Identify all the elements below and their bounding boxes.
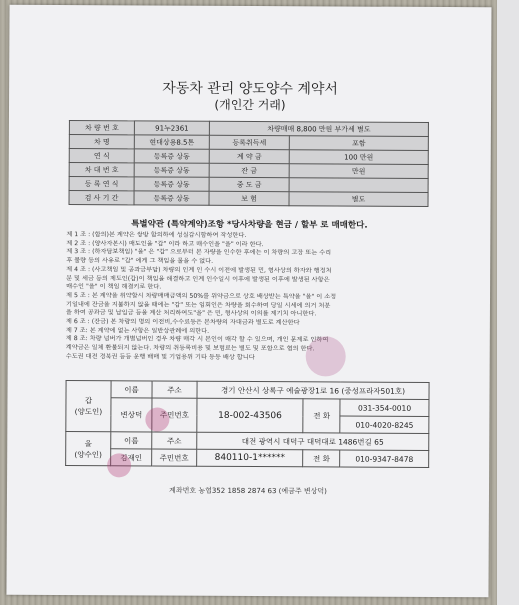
clause-line: 제 2 조 : (양사자본시) 매도인을 "갑" 이라 하고 매수인을 "을" 이라 한다. <box>66 239 264 248</box>
clause-line: 제 3 조 : (하자담보책임) "을" 은 "갑" 으로부터 본 자량을 인수한 후에는 이 차량의 고장 또는 수리 <box>66 248 332 257</box>
clause-line: 제 8 조: 차량 넘버가 개별넘버인 경우 차량 매각 시 본인이 매각 할 수 있으며, 개인 문제로 인하여 <box>65 335 329 344</box>
buyer-sign: 김재인 <box>111 449 152 466</box>
clause-line: 수도권 대전 경북권 등등 운행 배매 및 기업용위 기타 등등 배상 합니다 <box>65 352 255 361</box>
buyer-name-label: 이름 <box>111 432 152 449</box>
buyer-role-sub: (양수인) <box>74 449 103 459</box>
middle-value <box>289 178 428 193</box>
plate-label: 차 량 번 호 <box>69 121 134 135</box>
seller-phone-2: 010-4020-8245 <box>340 416 429 433</box>
clause-line: 매수인 "을" 이 책임 해결키로 한다. <box>66 283 162 291</box>
price-text: 차량매매 8,800 만원 부가세 별도 <box>209 121 428 136</box>
inspection-label: 검 사 기 간 <box>69 191 134 205</box>
buyer-reg-value: 840110-1****** <box>197 449 303 467</box>
name-label: 차 명 <box>69 135 134 149</box>
seller-phone-label: 전 화 <box>303 399 340 433</box>
clause-line: 후 불량 등의 사유로 "갑" 에게 그 책임을 물을 수 없다. <box>66 257 214 265</box>
red-seal-stamp <box>306 336 346 376</box>
seller-name-label: 이름 <box>111 381 152 398</box>
seller-sign: 변상덕 <box>111 398 152 432</box>
buyer-role: 을 <box>84 438 92 448</box>
seller-address-label: 주소 <box>152 381 197 398</box>
clause-line: 제 4 조 : (사고책임 및 공과금부담) 차량의 인계 인 수시 이전에 발생된 민, 형사상의 하자와 행정처 <box>66 265 332 275</box>
background-paper <box>497 0 519 605</box>
clause-line: 제 6 조 : (잔금) 본 차량의 명의 이전비,수수료등은 본차량의 자대금과 별도로 계산한다 <box>65 318 300 327</box>
year-value: 등록증 상동 <box>134 149 209 163</box>
tax-label: 등록취득세 <box>209 135 289 149</box>
seller-role-cell <box>66 381 111 432</box>
inspection-value: 등록증 상동 <box>134 191 209 205</box>
insurance-value: 별도 <box>289 192 428 207</box>
document-title: 자동차 관리 양도양수 계약서 <box>162 80 338 98</box>
seller-address: 경기 안산시 상록구 예술광장1로 16 (중성프라자501호) <box>197 381 429 399</box>
vin-label: 차 대 번 호 <box>69 163 134 177</box>
deposit-label: 계 약 금 <box>209 149 289 163</box>
account-number: 계좌번호 농협352 1858 2874 63 (예금주 변상덕) <box>169 486 327 496</box>
clauses-list <box>66 231 439 363</box>
seller-seal-stamp <box>145 407 169 431</box>
plate-value: 91누2361 <box>134 121 209 135</box>
contract-paper <box>6 5 491 598</box>
special-terms-title: 특별약관 (특약계약)조항 *당사차량을 현금 / 할부 로 매매한다. <box>131 219 368 231</box>
seller-phone-1: 031-354-0010 <box>340 399 429 416</box>
seller-role-sub: (양도인) <box>74 407 103 417</box>
document-subtitle: (개인간 거래) <box>214 97 286 113</box>
clause-line: 제 1 조 : (합의)본 계약은 쌍방 합의하에 성실감시함하여 작성한다. <box>66 231 247 239</box>
clause-line: 분 및 세금 등의 제도인(갑)이 책임을 해결하고 인계 인수일시 이후에 발생된 이후에 발생된 사항은 <box>66 274 330 283</box>
seller-reg-value: 18-002-43506 <box>197 398 303 433</box>
buyer-reg-label: 주민번호 <box>152 449 197 466</box>
seller-reg-label: 주민번호 <box>152 398 197 432</box>
insurance-label: 보 험 <box>209 191 289 205</box>
seller-role: 갑 <box>84 396 93 406</box>
vin-value: 등록증 상동 <box>134 163 209 177</box>
clause-line: 제 5 조 : 본 계약을 위약할시 차량매매금액의 50%를 위약금으로 상호 배상받는 특약을 "을" 이 소정 <box>66 291 337 301</box>
year-label: 연 식 <box>69 149 134 163</box>
buyer-seal-stamp <box>107 453 131 477</box>
balance-value: 만원 <box>289 164 428 179</box>
buyer-role-cell <box>66 432 111 466</box>
buyer-address: 대전 광역시 대덕구 대덕대로 1486번길 65 <box>197 432 429 450</box>
middle-label: 중 도 금 <box>209 177 289 191</box>
buyer-phone-label: 전 화 <box>303 450 340 467</box>
balance-label: 잔 금 <box>209 163 289 177</box>
clause-line: 기일내에 잔금을 지불하지 않을 때에는 "갑" 또는 임회인은 차량을 회수하여 당일 시세에 의거 처분 <box>65 300 331 310</box>
deposit-value: 100 만원 <box>289 150 428 165</box>
vehicle-info-table <box>68 120 428 207</box>
buyer-address-label: 주소 <box>152 432 197 449</box>
first-reg-label: 등 록 연 식 <box>69 177 134 191</box>
buyer-phone: 010-9347-8478 <box>340 450 429 467</box>
first-reg-value: 등록증 상동 <box>134 177 209 191</box>
clause-line: 제 7 조: 본 계약에 없는 사항은 일반상관례에 의한다. <box>65 326 210 335</box>
name-value: 현대상용8.5톤 <box>134 135 209 149</box>
clause-line: 계약금은 일체 환불되지 않는다. 차량의 취등록비용 및 보험료는 별도 및 포함으로 협의 한다. <box>65 344 315 353</box>
clause-line: 을 하여 공과금 및 납입금 등을 계산 처리하여도"을" 은 민, 형사상의 이의를 제기치 아니한다. <box>65 309 317 318</box>
tax-value: 포함 <box>289 136 428 151</box>
